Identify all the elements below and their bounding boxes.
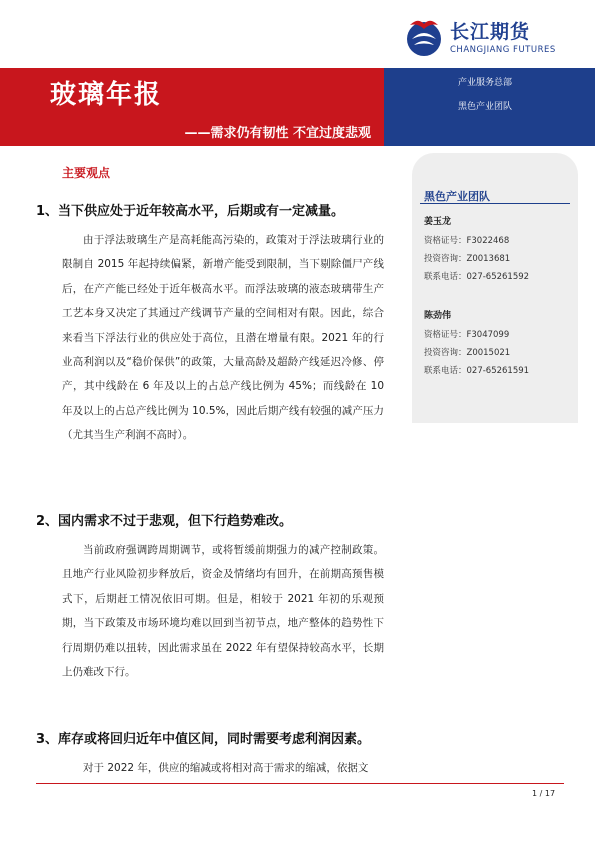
report-title: 玻璃年报	[50, 80, 163, 110]
point-heading: 2、国内需求不过于悲观，但下行趋势难改。	[36, 514, 293, 529]
analyst-cert: 资格证号：F3047099	[424, 330, 510, 340]
point-body: 由于浮法玻璃生产是高耗能高污染的，政策对于浮法玻璃行业的限制自 2015 年起持续偏紧，新增产能受到限制，当下剔除僵尸产线后，在产产能已经处于近年极高水平。而浮法玻璃的液态玻璃带生产工艺本身又决定了其通过产线调节产量的空间相对有限。因此，综合来看当下浮法行业的供应处于高位，且潜在增量有限。2021 年的行业高利润以及“稳价保供”的政策，大量高龄及超龄产线延迟冷修、停产，其中线龄在 6 年及以上的占总产线比例为 45%；而线龄在 10 年及以上的占总产线比例为 10.5%，因此后期产线有较强的减产压力（尤其当生产利润不高时）。	[62, 234, 384, 442]
report-subtitle: ——需求仍有韧性 不宜过度悲观	[184, 126, 371, 141]
logo-chinese-name: 长江期货	[450, 21, 531, 43]
company-logo	[398, 13, 568, 61]
footer-divider	[36, 783, 564, 784]
point-heading: 1、当下供应处于近年较高水平，后期或有一定减量。	[36, 204, 345, 219]
analyst-consult: 投资咨询：Z0013681	[424, 254, 511, 264]
analyst-phone: 联系电话：027-65261592	[424, 272, 530, 282]
analyst-name: 陈劲伟	[424, 311, 452, 321]
department-name: 产业服务总部	[458, 78, 513, 88]
section-title: 主要观点	[62, 166, 111, 180]
analyst-cert: 资格证号：F3022468	[424, 236, 510, 246]
point-body: 对于 2022 年，供应的缩减或将相对高于需求的缩减，依据文	[83, 762, 369, 774]
page-number: 1 / 17	[532, 789, 556, 798]
sidebar-title: 黑色产业团队	[424, 190, 490, 203]
analyst-name: 姜玉龙	[424, 217, 452, 227]
point-body: 当前政府强调跨周期调节，或将暂缓前期强力的减产控制政策。且地产行业风险初步释放后，资金及情绪均有回升，在前期高预售模式下，后期赶工情况依旧可期。但是，相较于 2021 年初的乐观预期，当下政策及市场环境均难以回到当初节点，地产整体的趋势性下行周期仍难以扭转，因此需求虽在 2022 年有望保持较高水平，长期上仍难改下行。	[62, 544, 384, 679]
dragon-logo-icon	[402, 15, 446, 59]
analyst-consult: 投资咨询：Z0015021	[424, 348, 511, 358]
logo-english-name: CHANGJIANG FUTURES	[450, 45, 556, 55]
team-name: 黑色产业团队	[458, 102, 513, 112]
point-heading: 3、库存或将回归近年中值区间，同时需要考虑利润因素。	[36, 732, 371, 747]
sidebar-divider	[420, 203, 570, 204]
analyst-phone: 联系电话：027-65261591	[424, 366, 530, 376]
